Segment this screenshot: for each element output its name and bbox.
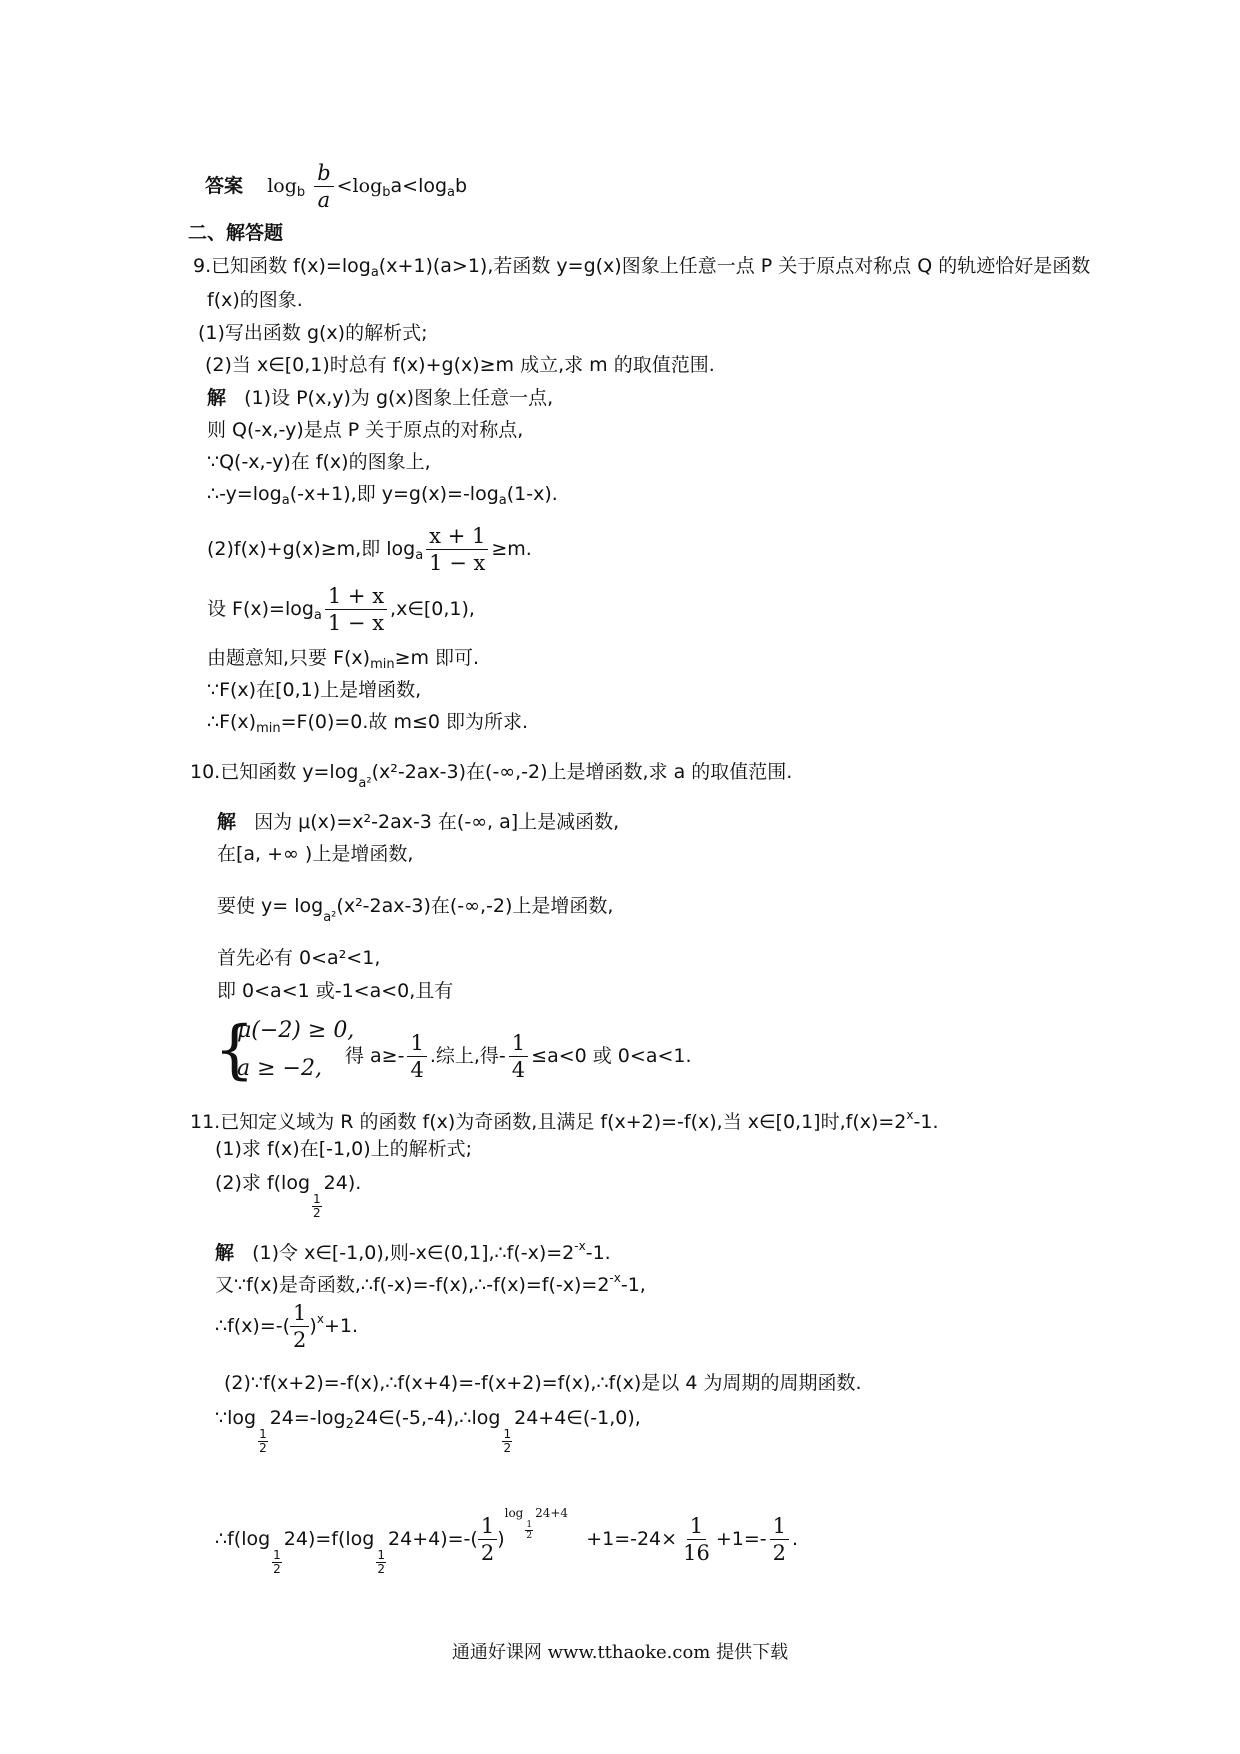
subscript-fraction: [272, 1549, 282, 1576]
fraction: [680, 1513, 713, 1566]
q10-s6c: ≤a<0 或 0<a<1.: [531, 1045, 692, 1067]
q9-part1: (1)写出函数 g(x)的解析式;: [198, 322, 428, 344]
q9-s4b: (-x+1),即 y=g(x)=-log: [289, 483, 499, 505]
q9-s7b: ≥m 即可.: [394, 647, 480, 669]
q10-s6b: .综上,得-: [429, 1045, 506, 1067]
q11-s3b: ): [309, 1315, 317, 1337]
frac-den: 16: [683, 1541, 710, 1565]
frac-num: 1: [526, 1520, 533, 1530]
q9-sol-line8: ∵F(x)在[0,1)上是增函数,: [207, 679, 422, 701]
frac-den: 2: [503, 1441, 512, 1455]
q9-sol-line6: [207, 583, 475, 636]
q9-s5a: (2)f(x)+g(x)≥m,即 log: [207, 538, 416, 560]
q10-s1: 因为 μ(x)=x²-2ax-3 在(-∞, a]上是减函数,: [254, 811, 620, 833]
q11-part1: (1)求 f(x)在[-1,0)上的解析式;: [215, 1138, 473, 1160]
q11-sol-line6: [215, 1500, 798, 1576]
sub: min: [256, 721, 281, 736]
frac-den: 2: [772, 1541, 786, 1565]
q11-s6d: ): [497, 1528, 505, 1550]
sys-line1: μ(−2) ≥ 0,: [237, 1018, 355, 1043]
sub: a: [370, 265, 379, 280]
q9-s1: (1)设 P(x,y)为 g(x)图象上任意一点,: [244, 387, 554, 409]
sup-rest: 24+4: [535, 1506, 569, 1520]
page-footer: 通通好课网 www.tthaoke.com 提供下载: [451, 1642, 789, 1663]
q9-sol-line1: [207, 385, 553, 411]
frac-num: 1: [770, 1513, 789, 1540]
q11-s2a: 又∵f(x)是奇函数,∴f(-x)=-f(x),∴-f(x)=f(-x)=2: [215, 1274, 610, 1296]
sub: 2: [345, 1417, 354, 1432]
q9-s9b: =F(0)=0.故 m≤0 即为所求.: [280, 711, 529, 733]
q10-stem-b: (x²-2ax-3)在(-∞,-2)上是增函数,求 a 的取值范围.: [371, 761, 793, 783]
q11-s5d: 24+4∈(-1,0),: [514, 1407, 641, 1429]
q11-sol-line5: [215, 1405, 641, 1455]
subscript-fraction: [525, 1520, 533, 1541]
sub: a: [281, 493, 290, 508]
q9-sol-line9: [207, 709, 528, 742]
sub: a: [498, 493, 507, 508]
q10-stem-a: 10.已知函数 y=log: [190, 761, 359, 783]
sub: b: [382, 185, 391, 200]
sub: a: [415, 548, 424, 563]
sub: a²: [323, 910, 337, 925]
q11-stem-text: 11.已知定义域为 R 的函数 f(x)为奇函数,且满足 f(x+2)=-f(x),当 x∈[0,1]时,f(x)=2: [190, 1111, 907, 1133]
sup-log: log: [504, 1506, 524, 1520]
q11-stem-end: -1.: [913, 1111, 939, 1133]
frac-den: a: [317, 188, 331, 212]
frac-num: 1: [407, 1030, 426, 1057]
q11-s5b: 24=-log: [269, 1407, 346, 1429]
frac-den: 2: [293, 1328, 307, 1352]
q11-sol-line3: [215, 1300, 358, 1353]
fraction-b-over-a: [314, 160, 333, 213]
q9-stem-line1: [193, 253, 1090, 286]
frac-den: 1 − x: [429, 551, 486, 575]
answer-line: [205, 160, 467, 213]
q9-s7a: 由题意知,只要 F(x): [207, 647, 371, 669]
q11-s3c: +1.: [323, 1315, 359, 1337]
q9-s4a: ∴-y=log: [207, 483, 282, 505]
sup: -x: [574, 1239, 586, 1253]
q11-sol-line1: [215, 1233, 611, 1266]
sol-label: 解: [217, 811, 237, 833]
q10-sol-line4: 首先必有 0<a²<1,: [217, 947, 381, 969]
q9-stem1: 9.已知函数 f(x)=log: [193, 255, 371, 277]
sol-label: 解: [207, 387, 227, 409]
q11-s6e: +1=-24×: [586, 1528, 678, 1550]
q9-stem-line2: f(x)的图象.: [207, 289, 303, 311]
fraction: [426, 523, 488, 576]
q9-sol-line3: ∵Q(-x,-y)在 f(x)的图象上,: [207, 451, 431, 473]
q9-sol-line7: [207, 645, 479, 678]
sub: a: [313, 608, 322, 623]
q11-sol-line2: [215, 1265, 646, 1298]
sub: a: [447, 185, 456, 200]
q11-stem: [190, 1102, 939, 1135]
sup: x: [906, 1108, 914, 1122]
q10-s6a: 得 a≥-: [345, 1045, 405, 1067]
q11-s2b: -1,: [620, 1274, 646, 1296]
q11-s5c: 24∈(-5,-4),∴log: [353, 1407, 501, 1429]
q11-s3a: ∴f(x)=-(: [215, 1315, 291, 1337]
frac-den: 2: [313, 1206, 321, 1220]
left-brace-icon: {: [214, 1013, 255, 1087]
log-text: log: [267, 175, 297, 197]
sys-line2: a ≥ −2,: [237, 1056, 322, 1081]
q10-sol-line2: 在[a, +∞ )上是增函数,: [217, 843, 414, 865]
section-heading: 二、解答题: [188, 222, 284, 244]
q10-sol-line3: [217, 893, 613, 931]
q10-s3b: (x²-2ax-3)在(-∞,-2)上是增函数,: [336, 895, 614, 917]
q10-sol-line6: [345, 1030, 692, 1083]
frac-den: 2: [377, 1562, 386, 1576]
q9-s6a: 设 F(x)=log: [207, 598, 314, 620]
q9-part2: (2)当 x∈[0,1)时总有 f(x)+g(x)≥m 成立,求 m 的取值范围.: [205, 354, 715, 376]
subscript-fraction: [258, 1428, 268, 1455]
answer-mid: a<log: [390, 175, 448, 197]
frac-den: 4: [410, 1058, 424, 1082]
q9-s9a: ∴F(x): [207, 711, 257, 733]
q9-stem1-rest: (x+1)(a>1),若函数 y=g(x)图象上任意一点 P 关于原点对称点 Q 的轨迹恰好是函数: [378, 255, 1091, 277]
q9-s6c: ,x∈[0,1),: [390, 598, 475, 620]
frac-num: 1: [503, 1427, 512, 1441]
q10-stem: [190, 759, 792, 797]
q9-s5c: ≥m.: [491, 538, 532, 560]
frac-num: x + 1: [426, 523, 488, 550]
q11-part2a: (2)求 f(log: [215, 1172, 311, 1194]
sup: -x: [609, 1271, 621, 1285]
frac-den: 4: [511, 1058, 526, 1082]
q11-s5a: ∵log: [215, 1407, 257, 1429]
fraction: [407, 1030, 426, 1083]
sup: x: [316, 1312, 324, 1326]
subscript-fraction: [376, 1549, 386, 1576]
fraction: [770, 1513, 789, 1566]
sub: a²: [358, 776, 372, 791]
exponent: [505, 1500, 568, 1541]
fraction: [325, 583, 387, 636]
frac-num: 1: [478, 1513, 497, 1540]
q9-sol-line5: [207, 523, 532, 576]
subscript-fraction: [502, 1428, 512, 1455]
frac-den: 1 − x: [327, 611, 385, 635]
q11-s6g: .: [791, 1528, 799, 1550]
frac-num: 1 + x: [325, 583, 387, 610]
subscript-fraction: [312, 1193, 322, 1220]
frac-num: b: [314, 160, 333, 187]
q9-sol-line4: [207, 481, 558, 514]
frac-num: 1: [377, 1548, 386, 1562]
q10-s3a: 要使 y= log: [217, 895, 324, 917]
q11-s1a: (1)令 x∈[-1,0),则-x∈(0,1],∴f(-x)=2: [252, 1242, 575, 1264]
fraction: [509, 1030, 528, 1083]
frac-den: 2: [259, 1441, 267, 1455]
answer-end: b: [455, 175, 468, 197]
frac-num: 1: [259, 1427, 267, 1441]
frac-den: 2: [526, 1531, 533, 1541]
q11-s6a: ∴f(log: [215, 1528, 271, 1550]
q11-s6c: 24+4)=-(: [388, 1528, 478, 1550]
frac-num: 1: [509, 1030, 528, 1057]
answer-rest: <log: [336, 175, 383, 197]
q11-s6b: 24)=f(log: [283, 1528, 375, 1550]
sol-label: 解: [215, 1242, 235, 1264]
q10-sol-line5: 即 0<a<1 或-1<a<0,且有: [217, 980, 454, 1002]
frac-num: 1: [273, 1548, 281, 1562]
frac-num: 1: [687, 1513, 706, 1540]
frac-den: 2: [273, 1562, 281, 1576]
fraction: [478, 1513, 497, 1566]
sub: min: [370, 657, 395, 672]
q10-sol-line1: [217, 809, 619, 835]
frac-num: 1: [313, 1192, 321, 1206]
q9-s4c: (1-x).: [506, 483, 558, 505]
frac-num: 1: [290, 1300, 309, 1327]
q11-part2: [215, 1170, 361, 1220]
log-base: b: [296, 185, 306, 200]
q11-sol-line4: (2)∵f(x+2)=-f(x),∴f(x+4)=-f(x+2)=f(x),∴f(x)是以 4 为周期的周期函数.: [224, 1372, 862, 1394]
q11-s6f: +1=-: [715, 1528, 767, 1550]
frac-den: 2: [480, 1541, 495, 1565]
q9-sol-line2: 则 Q(-x,-y)是点 P 关于原点的对称点,: [207, 419, 524, 441]
q11-s1b: -1.: [585, 1242, 611, 1264]
answer-label: 答案: [205, 175, 244, 197]
q11-part2b: 24).: [323, 1172, 362, 1194]
fraction: [290, 1300, 309, 1353]
